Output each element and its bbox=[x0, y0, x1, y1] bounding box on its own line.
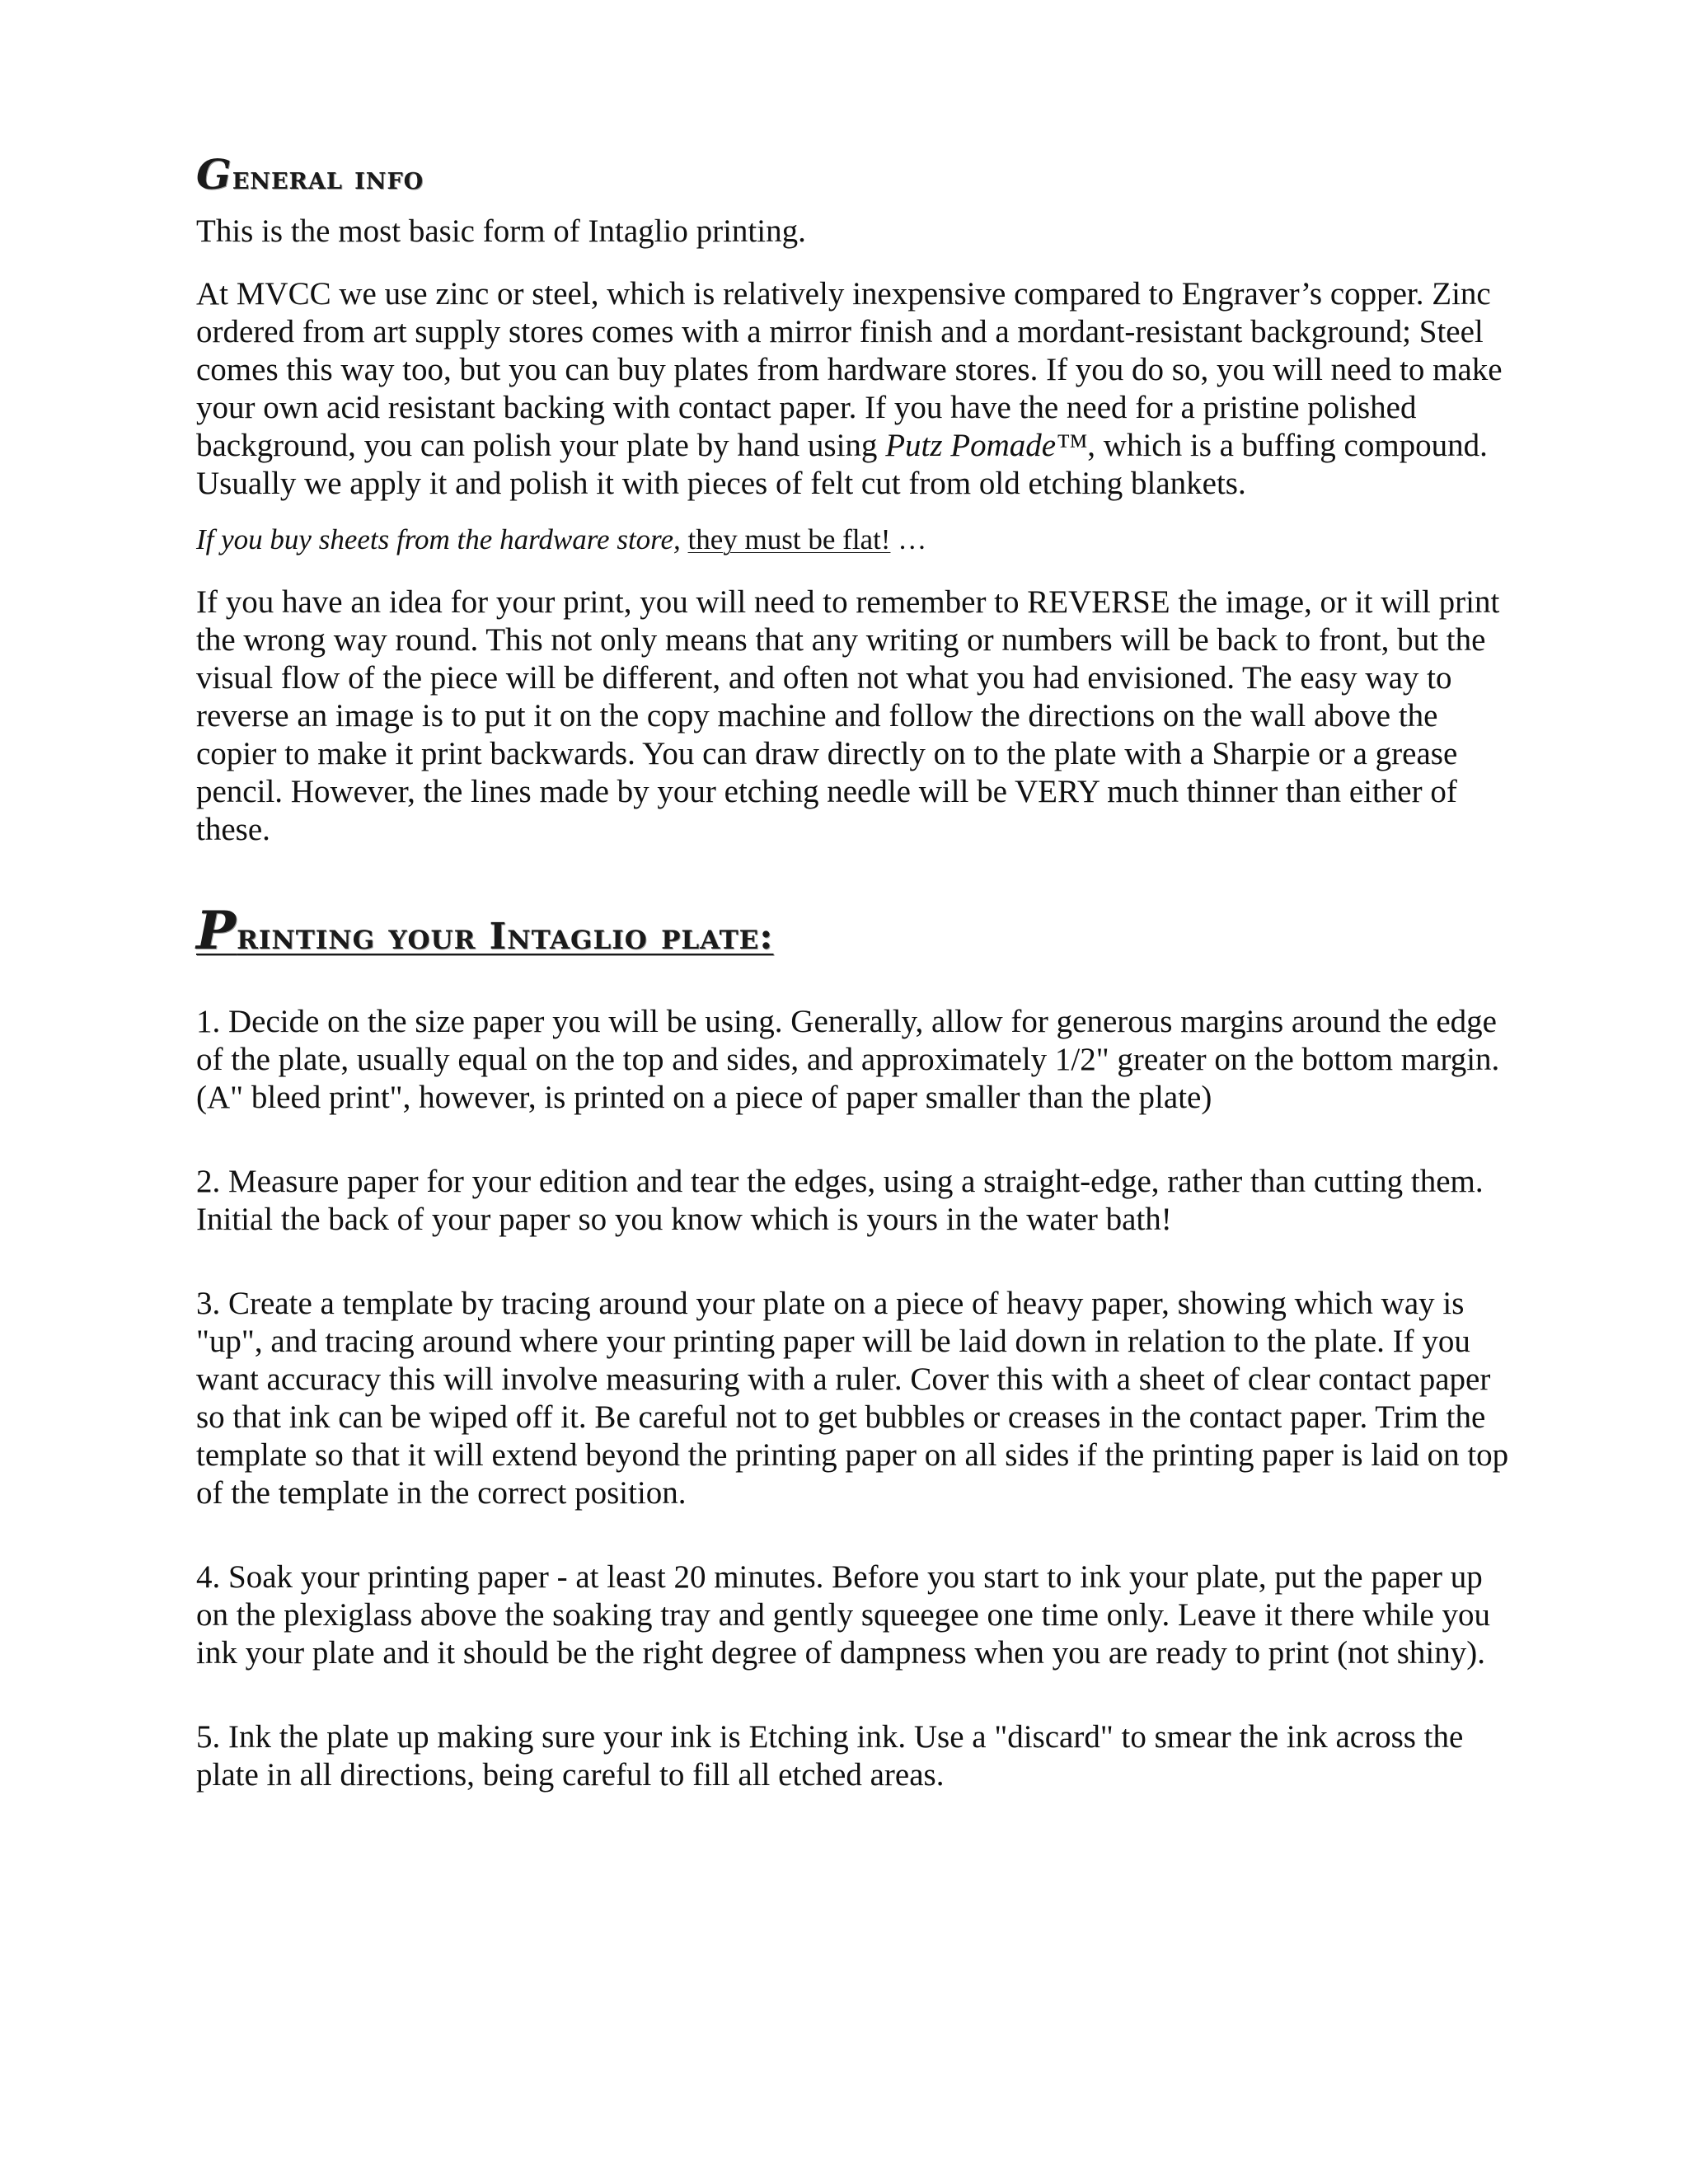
step-3: 3. Create a template by tracing around your plate on a piece of heavy paper, showing which way is "up", and tracing around where your printing paper will be laid down in relation to the plate. If you want accuracy this will involve measuring with a ruler. Cover this with a sheet of clear contact paper so that ink can be wiped off it. Be careful not to get bubbles or creases in the contact paper. Trim the template so that it will extend beyond the printing paper on all sides if the printing paper is laid on top of the template in the correct position. bbox=[196, 1286, 1509, 1511]
materials-paragraph bbox=[196, 275, 1515, 503]
step-2: 2. Measure paper for your edition and tear the edges, using a straight-edge, rather than cutting them. Initial the back of your paper so you know which is yours in the water bath! bbox=[196, 1164, 1484, 1237]
general-info-title-rest: eneral info bbox=[232, 159, 424, 196]
printing-plate-initial: P bbox=[196, 900, 237, 962]
step-5: 5. Ink the plate up making sure your ink is Etching ink. Use a "discard" to smear the ink across the plate in all directions, being careful to fill all etched areas. bbox=[196, 1719, 1464, 1793]
document-page bbox=[196, 150, 1515, 1794]
materials-text-b: , which is a buffing compound. Usually we apply it and polish it with pieces of felt cut from old etching blankets. bbox=[196, 428, 1488, 501]
general-info-initial: G bbox=[196, 150, 232, 199]
materials-text-a: At MVCC we use zinc or steel, which is relatively inexpensive compared to Engraver’s copper. Zinc ordered from art supply stores comes with a mirror finish and a mordant-resistant background; Steel comes this way too, but you can buy plates from hardware stores. If you do so, you will need to make your own acid resistant backing with contact paper. If you have the need for a pristine polished background, you can polish your plate by hand using bbox=[196, 276, 1503, 463]
general-info-heading bbox=[196, 150, 1515, 201]
step-1: 1. Decide on the size paper you will be using. Generally, allow for generous margins around the edge of the plate, usually equal on the top and sides, and approximately 1/2" greater on the bottom margin. (A" bleed print", however, is printed on a piece of paper smaller than the plate) bbox=[196, 1004, 1500, 1115]
step-4: 4. Soak your printing paper - at least 20 minutes. Before you start to ink your plate, put the paper up on the plexiglass above the soaking tray and gently squeegee one time only. Leave it there while you ink your plate and it should be the right degree of dampness when you are ready to print (not shiny). bbox=[196, 1559, 1490, 1671]
hardware-store-note bbox=[196, 521, 1515, 559]
note-text-a: If you buy sheets from the hardware store, bbox=[196, 523, 688, 555]
note-ellipsis: … bbox=[890, 523, 927, 555]
printing-plate-heading bbox=[196, 900, 1515, 962]
note-flat-warning: they must be flat! bbox=[687, 523, 891, 555]
reverse-image-paragraph: If you have an idea for your print, you will need to remember to REVERSE the image, or it will print the wrong way round. This not only means that any writing or numbers will be back to front, but the visual flow of the piece will be different, and often not what you had envisioned. The easy way to reverse an image is to put it on the copy machine and follow the directions on the wall above the copier to make it print backwards. You can draw directly on to the plate with a Sharpie or a grease pencil. However, the lines made by your etching needle will be VERY much thinner than either of these. bbox=[196, 584, 1500, 847]
printing-plate-title-rest: rinting your Intaglio plate: bbox=[237, 916, 774, 958]
product-name: Putz Pomade™ bbox=[885, 428, 1088, 463]
intro-paragraph: This is the most basic form of Intaglio printing. bbox=[196, 213, 806, 249]
